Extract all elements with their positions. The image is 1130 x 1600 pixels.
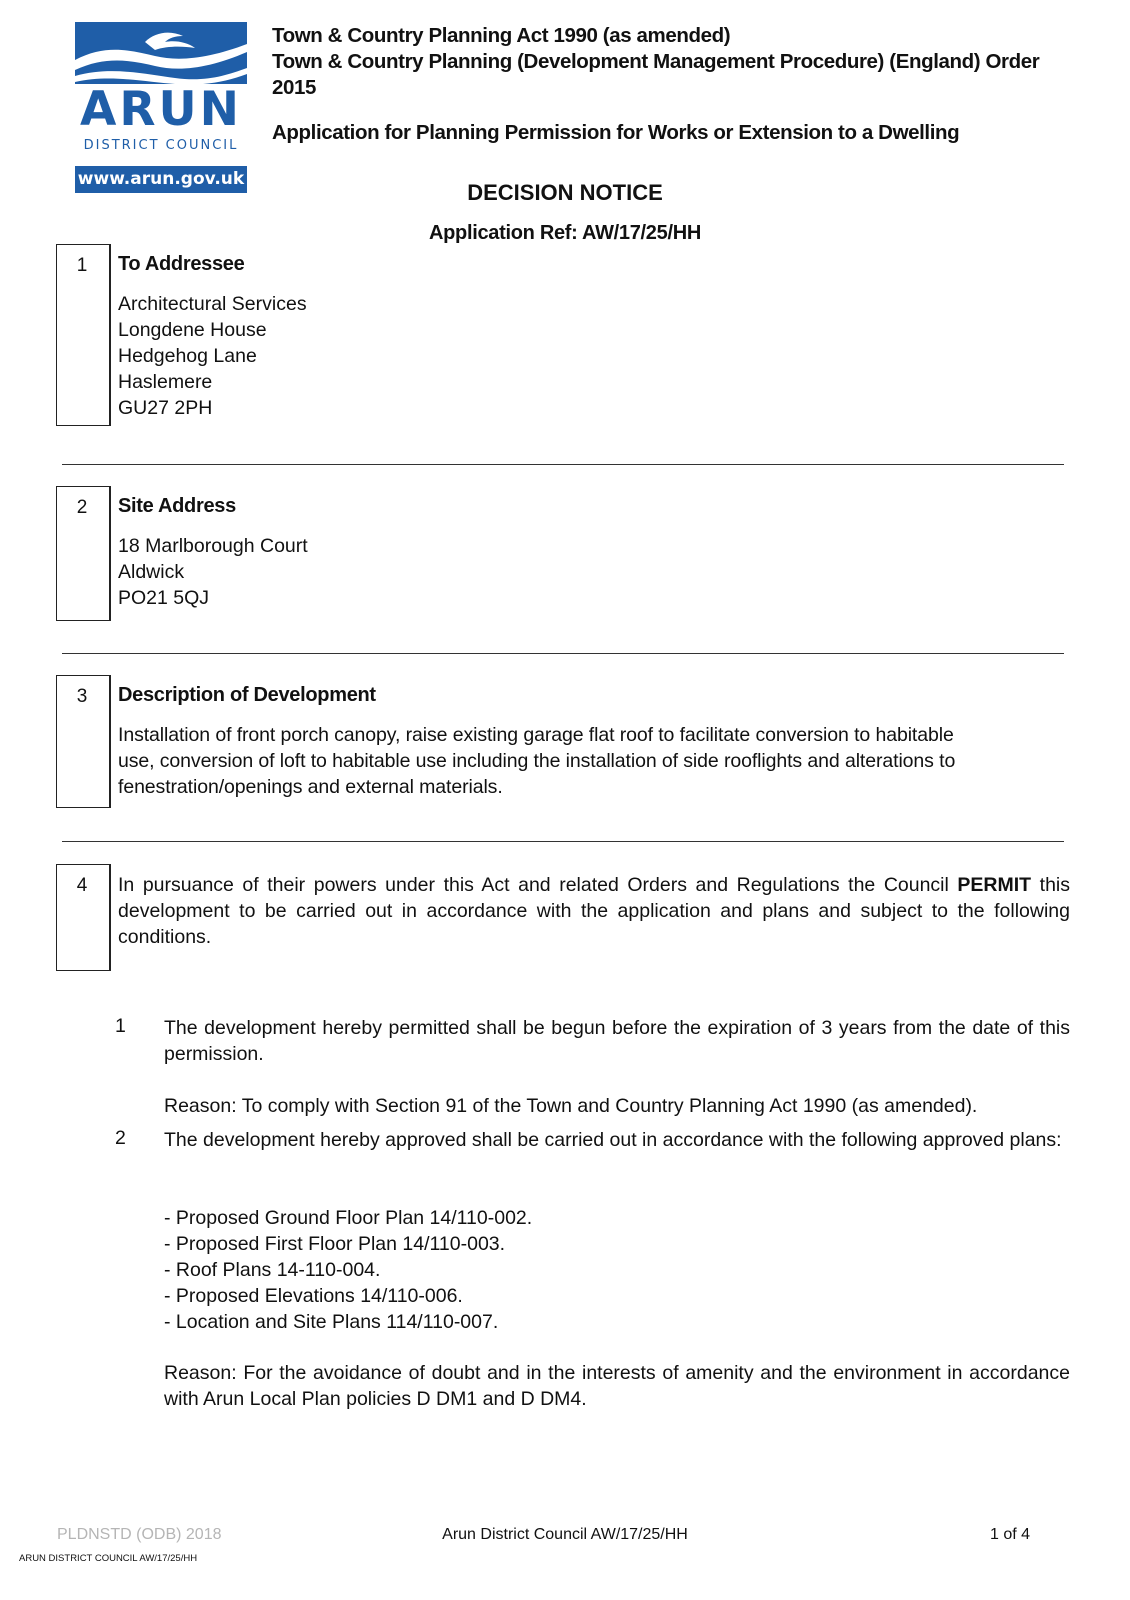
section-number: 2 bbox=[76, 497, 88, 518]
section-number: 1 bbox=[76, 255, 88, 276]
section-number-box bbox=[56, 244, 111, 426]
order-line-2: 2015 bbox=[272, 76, 317, 99]
address-line: PO21 5QJ bbox=[118, 587, 210, 609]
divider bbox=[62, 464, 1064, 465]
plan-item: - Roof Plans 14-110-004. bbox=[164, 1259, 381, 1281]
template-code: PLDNSTD (ODB) 2018 bbox=[57, 1526, 222, 1543]
condition-text: The development hereby approved shall be carried out in accordance with the following approved plans: bbox=[164, 1129, 1062, 1151]
plan-item: - Proposed First Floor Plan 14/110-003. bbox=[164, 1233, 506, 1255]
condition-reason: Reason: To comply with Section 91 of the Town and Country Planning Act 1990 (as amended). bbox=[164, 1095, 978, 1117]
address-line: Aldwick bbox=[118, 561, 185, 583]
addressee-lines bbox=[118, 291, 307, 421]
decision-keyword: PERMIT bbox=[957, 874, 1032, 896]
council-logo bbox=[75, 22, 247, 198]
footer-stamp: ARUN DISTRICT COUNCIL AW/17/25/HH bbox=[19, 1553, 198, 1564]
description-line: fenestration/openings and external materials. bbox=[118, 776, 503, 798]
site-heading: Site Address bbox=[118, 495, 236, 517]
logo-name: ARUN bbox=[79, 82, 243, 137]
decision-text bbox=[118, 872, 1070, 950]
address-line: GU27 2PH bbox=[118, 397, 213, 419]
condition-number: 2 bbox=[115, 1127, 126, 1149]
description-line: use, conversion of loft to habitable use including the installation of side rooflights and alterations to bbox=[118, 750, 956, 772]
plan-item: - Proposed Elevations 14/110-006. bbox=[164, 1285, 463, 1307]
decision-text-after: this development to be carried out in accordance with the application and plans and subject to the following conditions. bbox=[118, 874, 1071, 948]
section-number: 3 bbox=[76, 686, 88, 707]
plan-item: - Location and Site Plans 114/110-007. bbox=[164, 1311, 499, 1333]
act-line: Town & Country Planning Act 1990 (as amended) bbox=[272, 24, 731, 47]
address-line: Hedgehog Lane bbox=[118, 345, 257, 367]
address-line: Architectural Services bbox=[118, 293, 307, 315]
divider bbox=[62, 841, 1064, 842]
logo-website: www.arun.gov.uk bbox=[75, 166, 247, 193]
address-line: 18 Marlborough Court bbox=[118, 535, 308, 557]
order-line-1: Town & Country Planning (Development Management Procedure) (England) Order bbox=[272, 50, 1040, 73]
addressee-heading: To Addressee bbox=[118, 253, 245, 275]
divider bbox=[62, 653, 1064, 654]
plan-item: - Proposed Ground Floor Plan 14/110-002. bbox=[164, 1207, 533, 1229]
section-number-box bbox=[56, 864, 111, 971]
condition-number: 1 bbox=[115, 1015, 126, 1037]
description-heading: Description of Development bbox=[118, 684, 376, 706]
address-line: Haslemere bbox=[118, 371, 213, 393]
site-lines bbox=[118, 533, 308, 611]
description-line: Installation of front porch canopy, raise existing garage flat roof to facilitate conversion to habitable bbox=[118, 724, 954, 746]
decision-text-before: In pursuance of their powers under this Act and related Orders and Regulations the Council bbox=[118, 874, 949, 896]
footer-reference: Arun District Council AW/17/25/HH bbox=[442, 1526, 688, 1543]
wave-bird-emblem-icon bbox=[75, 22, 247, 84]
section-number-box bbox=[56, 675, 111, 808]
notice-title: DECISION NOTICE bbox=[467, 180, 663, 205]
description-text bbox=[118, 722, 955, 800]
condition-reason: Reason: For the avoidance of doubt and in the interests of amenity and the environment in accordance with Arun Local Plan policies D DM1 and D DM4. bbox=[164, 1362, 1070, 1410]
section-number-box bbox=[56, 486, 111, 621]
section-number: 4 bbox=[76, 875, 88, 896]
address-line: Longdene House bbox=[118, 319, 267, 341]
application-ref: Application Ref: AW/17/25/HH bbox=[428, 222, 701, 244]
condition-text: The development hereby permitted shall be begun before the expiration of 3 years from the date of this permission. bbox=[164, 1017, 1070, 1065]
page-number: 1 of 4 bbox=[990, 1526, 1031, 1543]
application-type: Application for Planning Permission for Works or Extension to a Dwelling bbox=[272, 121, 960, 144]
logo-subtitle: DISTRICT COUNCIL bbox=[83, 138, 239, 153]
approved-plans-list bbox=[164, 1205, 532, 1335]
